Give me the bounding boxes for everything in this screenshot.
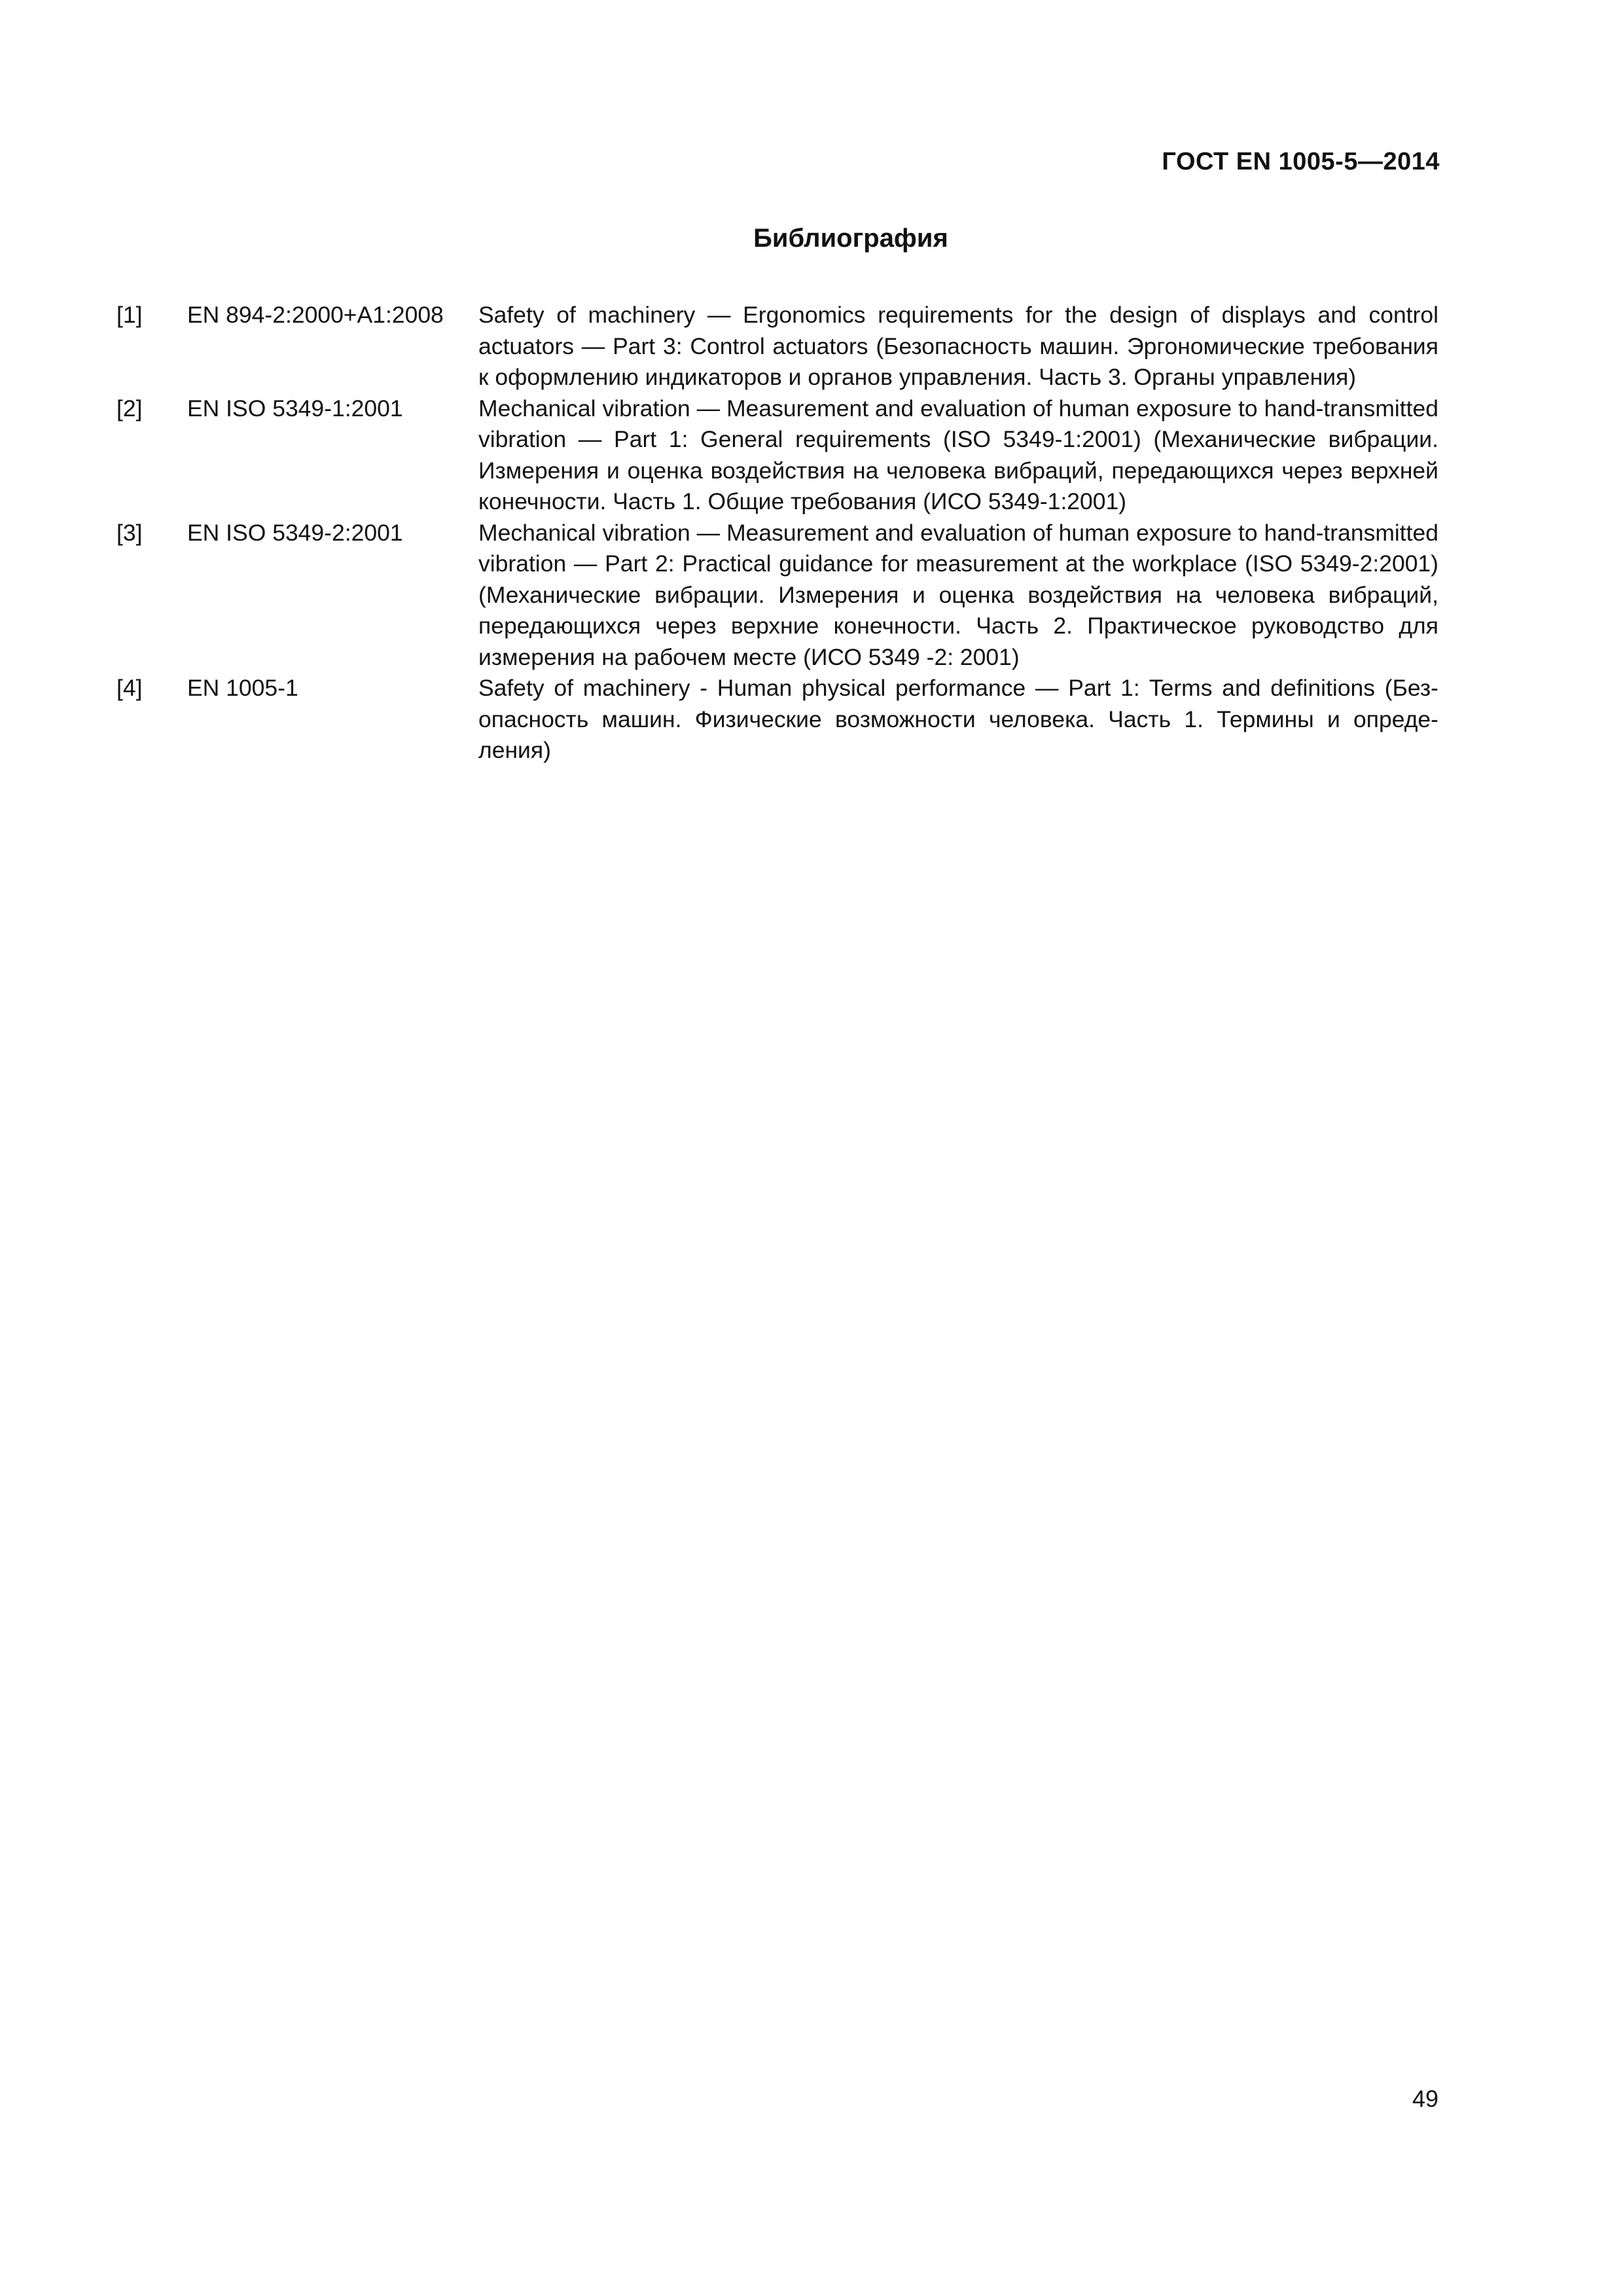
reference-number: [3]: [116, 519, 143, 546]
reference-text: Safety of machinery — Ergonomics requirements for the design of displays and control actuators — Part 3: Control actuators (Безопасность машин. Эргономические требования к оформлению индикаторов и органов управления. Часть 3. Органы управления): [478, 302, 1438, 390]
reference-number: [1]: [116, 302, 143, 328]
reference-code: EN ISO 5349-2:2001: [187, 519, 403, 546]
bibliography-list: [116, 300, 1438, 766]
reference-number: [4]: [116, 675, 143, 701]
bibliography-entry-4: [116, 673, 1438, 766]
reference-text: Safety of machinery - Human physical performance — Part 1: Terms and definitions (Безопасность машин. Физические возможности человека. Часть 1. Термины и определения): [478, 675, 1438, 763]
bibliography-entry-1: [116, 300, 1438, 393]
page-number: 49: [1412, 2085, 1438, 2112]
reference-number: [2]: [116, 395, 143, 422]
document-header: ГОСТ EN 1005-5—2014: [1162, 148, 1440, 175]
bibliography-entry-2: [116, 393, 1438, 518]
bibliography-entry-3: [116, 518, 1438, 673]
reference-code: EN 1005-1: [187, 675, 298, 701]
reference-code: EN 894-2:2000+A1:2008: [187, 302, 444, 328]
reference-code: EN ISO 5349-1:2001: [187, 395, 403, 422]
reference-text: Mechanical vibration — Measurement and evaluation of human exposure to hand-transmitted vibration — Part 1: General requirements (ISO 5349-1:2001) (Механические вибрации. Измерения и оценка воздействия на человека вибраций, передающихся через верхней конечности. Часть 1. Общие требования (ИСО 5349-1:2001): [478, 395, 1438, 514]
bibliography-title: Библиография: [753, 224, 948, 253]
reference-text: Mechanical vibration — Measurement and evaluation of human exposure to hand-transmitted vibration — Part 2: Practical guidance for measurement at the workplace (ISO 5349-2:2001) (Механические вибрации. Измерения и оценка воздействия на человека вибраций, передающихся через верхние конечности. Часть 2. Практическое руководство для измерения на рабочем месте (ИСО 5349 -2: 2001): [478, 519, 1438, 670]
